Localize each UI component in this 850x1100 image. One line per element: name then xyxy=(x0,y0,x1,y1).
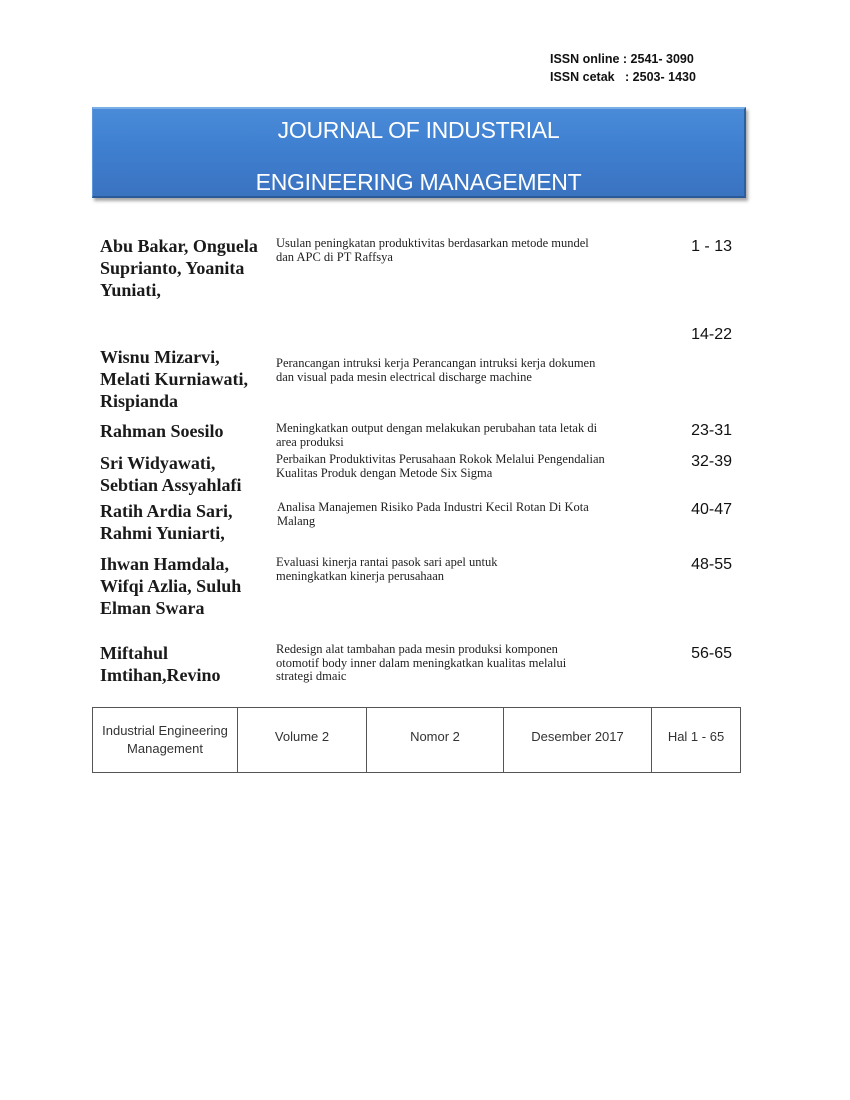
issn-cetak: ISSN cetak : 2503- 1430 xyxy=(550,70,696,84)
journal-info-row xyxy=(93,708,741,773)
article-title[interactable]: Evaluasi kinerja rantai pasok sari apel untuk meningkatkan kinerja perusahaan xyxy=(276,555,498,583)
article-authors: Miftahul Imtihan,Revino xyxy=(100,643,221,685)
article-pages: 32-39 xyxy=(691,453,732,470)
journal-title-line-1: JOURNAL OF INDUSTRIAL xyxy=(277,117,560,143)
journal-info-table xyxy=(92,707,741,773)
article-pages: 23-31 xyxy=(691,422,732,439)
issn-online: ISSN online : 2541- 3090 xyxy=(550,52,694,66)
article-authors: Ratih Ardia Sari, Rahmi Yuniarti, xyxy=(100,501,233,543)
volume-cell: Volume 2 xyxy=(238,708,367,773)
article-title[interactable]: Usulan peningkatan produktivitas berdasarkan metode mundel dan APC di PT Raffsya xyxy=(276,236,589,264)
journal-title-line-2: ENGINEERING MANAGEMENT xyxy=(255,169,582,195)
article-pages: 48-55 xyxy=(691,556,732,573)
journal-name-cell: Industrial Engineering Management xyxy=(93,708,238,773)
article-title[interactable]: Redesign alat tambahan pada mesin produksi komponen otomotif body inner dalam meningkatkan kualitas melalui strategi dmaic xyxy=(276,642,567,683)
article-authors: Rahman Soesilo xyxy=(100,421,224,441)
article-title[interactable]: Meningkatkan output dengan melakukan perubahan tata letak di area produksi xyxy=(276,421,598,449)
article-authors: Ihwan Hamdala, Wifqi Azlia, Suluh Elman Swara xyxy=(100,554,242,618)
article-authors: Wisnu Mizarvi, Melati Kurniawati, Rispianda xyxy=(100,347,248,411)
article-title[interactable]: Perbaikan Produktivitas Perusahaan Rokok Melalui Pengendalian Kualitas Produk dengan Metode Six Sigma xyxy=(276,452,605,480)
date-cell: Desember 2017 xyxy=(504,708,652,773)
journal-title-banner xyxy=(92,107,746,198)
article-pages: 14-22 xyxy=(691,326,732,343)
pages-range-cell: Hal 1 - 65 xyxy=(652,708,741,773)
article-pages: 1 - 13 xyxy=(691,238,732,255)
article-authors: Abu Bakar, Onguela Suprianto, Yoanita Yuniati, xyxy=(100,236,258,300)
nomor-cell: Nomor 2 xyxy=(367,708,504,773)
article-authors: Sri Widyawati, Sebtian Assyahlafi xyxy=(100,453,242,495)
article-title[interactable]: Analisa Manajemen Risiko Pada Industri Kecil Rotan Di Kota Malang xyxy=(277,500,589,528)
article-title[interactable]: Perancangan intruksi kerja Perancangan intruksi kerja dokumen dan visual pada mesin electrical discharge machine xyxy=(276,356,596,384)
article-pages: 40-47 xyxy=(691,501,732,518)
article-pages: 56-65 xyxy=(691,645,732,662)
